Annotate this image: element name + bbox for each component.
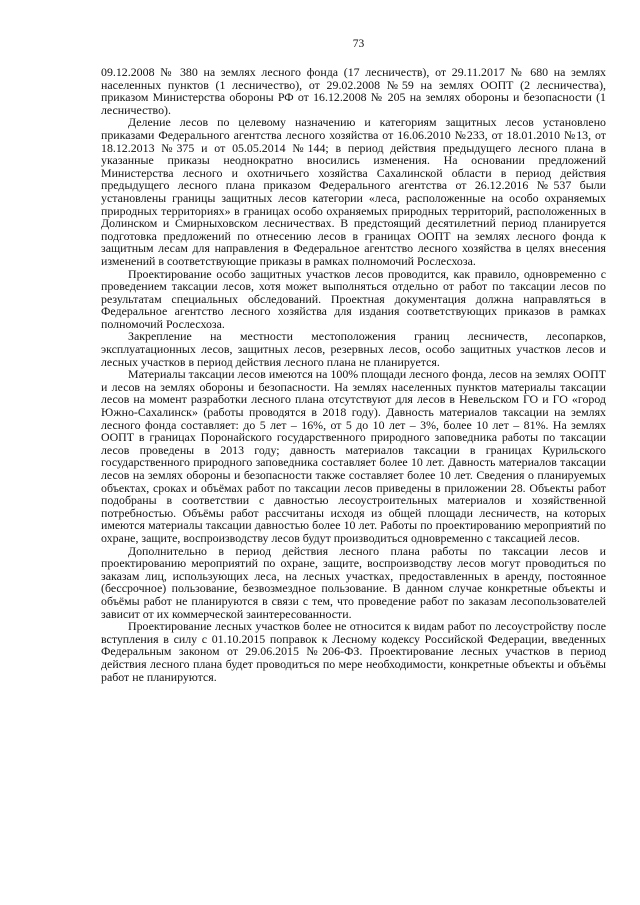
paragraph-continuation: 09.12.2008 № 380 на землях лесного фонда (17 лесничеств), от 29.11.2017 № 680 на землях населенных пунктов (1 лесничество), от 29.02.2008 №59 на землях ООПТ (2 лесничества), приказом Министерства обороны РФ от 16.12.2008 № 205 на землях обороны и безопасности (1 лесничество). [101,65,606,117]
document-body [101,66,606,683]
paragraph-forest-division: Деление лесов по целевому назначению и категориям защитных лесов установлено приказами Федерального агентства лесного хозяйства от 16.06.2010 №233, от 18.01.2010 №13, от 18.12.2013 №375 и от 05.05.2014 №144; в период действия предыдущего лесного плана в указанные приказы неоднократно вносились изменения. На основании предложений Министерства лесного и охотничьего хозяйства Сахалинской области в период действия предыдущего лесного плана приказом Федерального агентства от 26.12.2016 №537 были установлены границы защитных лесов категории «леса, расположенные на особо охраняемых природных территориях» в границах особо охраняемых природных территорий, расположенных в Долинском и Смирныховском лесничествах. В предстоящий десятилетний период планируется подготовка предложений по отнесению лесов в границах ООПТ на землях лесного фонда к защитным лесам для направления в Федеральное агентство лесного хозяйства в целях внесения изменений в соответствующие приказы в рамках полномочий Рослесхоза. [101,115,606,268]
paragraph-protective-areas: Проектирование особо защитных участков лесов проводится, как правило, одновременно с проведением таксации лесов, хотя может выполняться отдельно от работ по таксации лесов по результатам специальных обследований. Проектная документация должна направляться в Федеральное агентство лесного хозяйства для издания соответствующих приказов в рамках полномочий Рослесхоза. [101,266,606,331]
paragraph-taxation-materials: Материалы таксации лесов имеются на 100% площади лесного фонда, лесов на землях ООПТ и лесов на землях обороны и безопасности. На землях населенных пунктов материалы таксации лесов на момент разработки лесного плана отсутствуют для лесов в Невельском ГО и ГО «город Южно-Сахалинск» (работы проводятся в 2018 году). Давность материалов таксации на землях лесного фонда составляет: до 5 лет – 16%, от 5 до 10 лет – 3%, более 10 лет – 81%. На землях ООПТ в границах Поронайского государственного природного заповедника работы по таксации лесов проведены в 2013 году; давность материалов таксации в границах Курильского государственного природного заповедника составляет более 10 лет. Давность материалов таксации лесов на землях обороны и безопасности также составляет более 10 лет. Сведения о планируемых объектах, сроках и объёмах работ по таксации лесов приведены в приложении 28. Объекты работ подобраны в соответствии с давностью лесоустроительных материалов и хозяйственной потребностью. Объёмы работ рассчитаны исходя из общей площади лесничеств, на которых имеются материалы таксации давностью более 10 лет. Работы по проектированию мероприятий по охране, защите, воспроизводству лесов будут производиться одновременно с таксацией лесов. [101,367,606,545]
page-number: 73 [352,38,365,50]
paragraph-forest-plots: Проектирование лесных участков более не относится к видам работ по лесоустройству после вступления в силу с 01.10.2015 поправок к Лесному кодексу Российской Федерации, введенных Федеральным законом от 29.06.2015 №206-ФЗ. Проектирование лесных участков в период действия лесного плана будет проводиться по мере необходимости, конкретные объекты и объёмы работ не планируются. [101,619,606,684]
paragraph-boundary-marking: Закрепление на местности местоположения границ лесничеств, лесопарков, эксплуатационных лесов, защитных лесов, резервных лесов, особо защитных участков лесов и лесных участков в период действия лесного плана не планируется. [101,329,606,369]
paragraph-additional-works: Дополнительно в период действия лесного плана работы по таксации лесов и проектированию мероприятий по охране, защите, воспроизводству лесов могут проводиться по заказам лиц, использующих леса, на лесных участках, предоставленных в аренду, постоянное (бессрочное) пользование, безвозмездное пользование. В данном случае конкретные объекты и объёмы работ не планируются в связи с тем, что проведение работ по заказам лесопользователей зависит от их коммерческой заинтересованности. [101,543,606,621]
